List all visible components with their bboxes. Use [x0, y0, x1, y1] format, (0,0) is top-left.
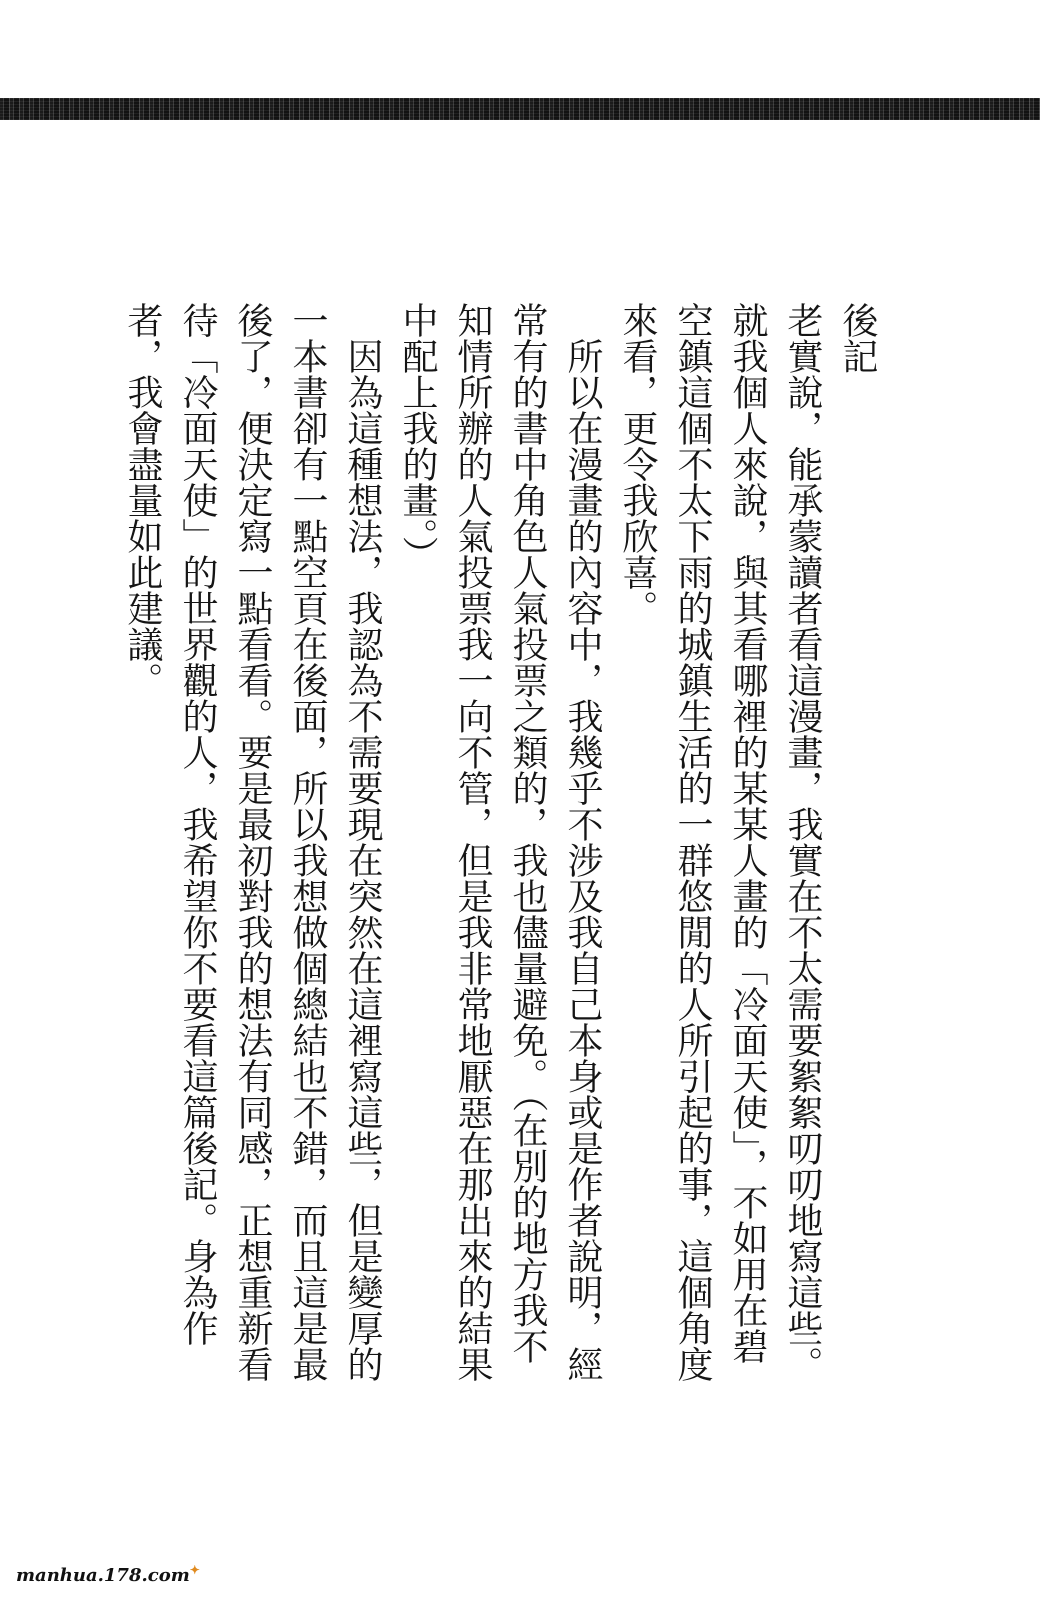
- paragraph-3: 因為這種想法，我認為不需要現在突然在這裡寫這些，但是變厚的一本書卻有一點空頁在後面，所以我想做個總結也不錯，而且這是最後了，便決定寫一點看看。要是最初對我的想法有同感，正想重新看待「冷面天使」的世界觀的人，我希望你不要看這篇後記。身為作者，我會盡量如此建議。: [122, 302, 383, 1382]
- paragraph-1: 老實說，能承蒙讀者看這漫畫，我實在不太需要絮絮叨叨地寫這些。就我個人來說，與其看哪裡的某某人畫的「冷面天使」，不如用在碧空鎮這個不太下雨的城鎮生活的一群悠閒的人所引起的事，這個角度來看，更令我欣喜。: [617, 302, 823, 1382]
- watermark: [16, 1563, 200, 1586]
- paragraph-2: 所以在漫畫的內容中，我幾乎不涉及我自己本身或是作者說明，經常有的書中角色人氣投票之類的，我也儘量避免。（在別的地方我不知情所辦的人氣投票我一向不管，但是我非常地厭惡在那出來的結果中配上我的畫。）: [397, 302, 603, 1382]
- afterword-text: [115, 302, 885, 1382]
- top-decorative-band: [0, 98, 1040, 120]
- watermark-text: manhua.178.com: [16, 1565, 190, 1586]
- page-title: 後記: [837, 302, 878, 374]
- star-icon: ✦: [189, 1563, 200, 1577]
